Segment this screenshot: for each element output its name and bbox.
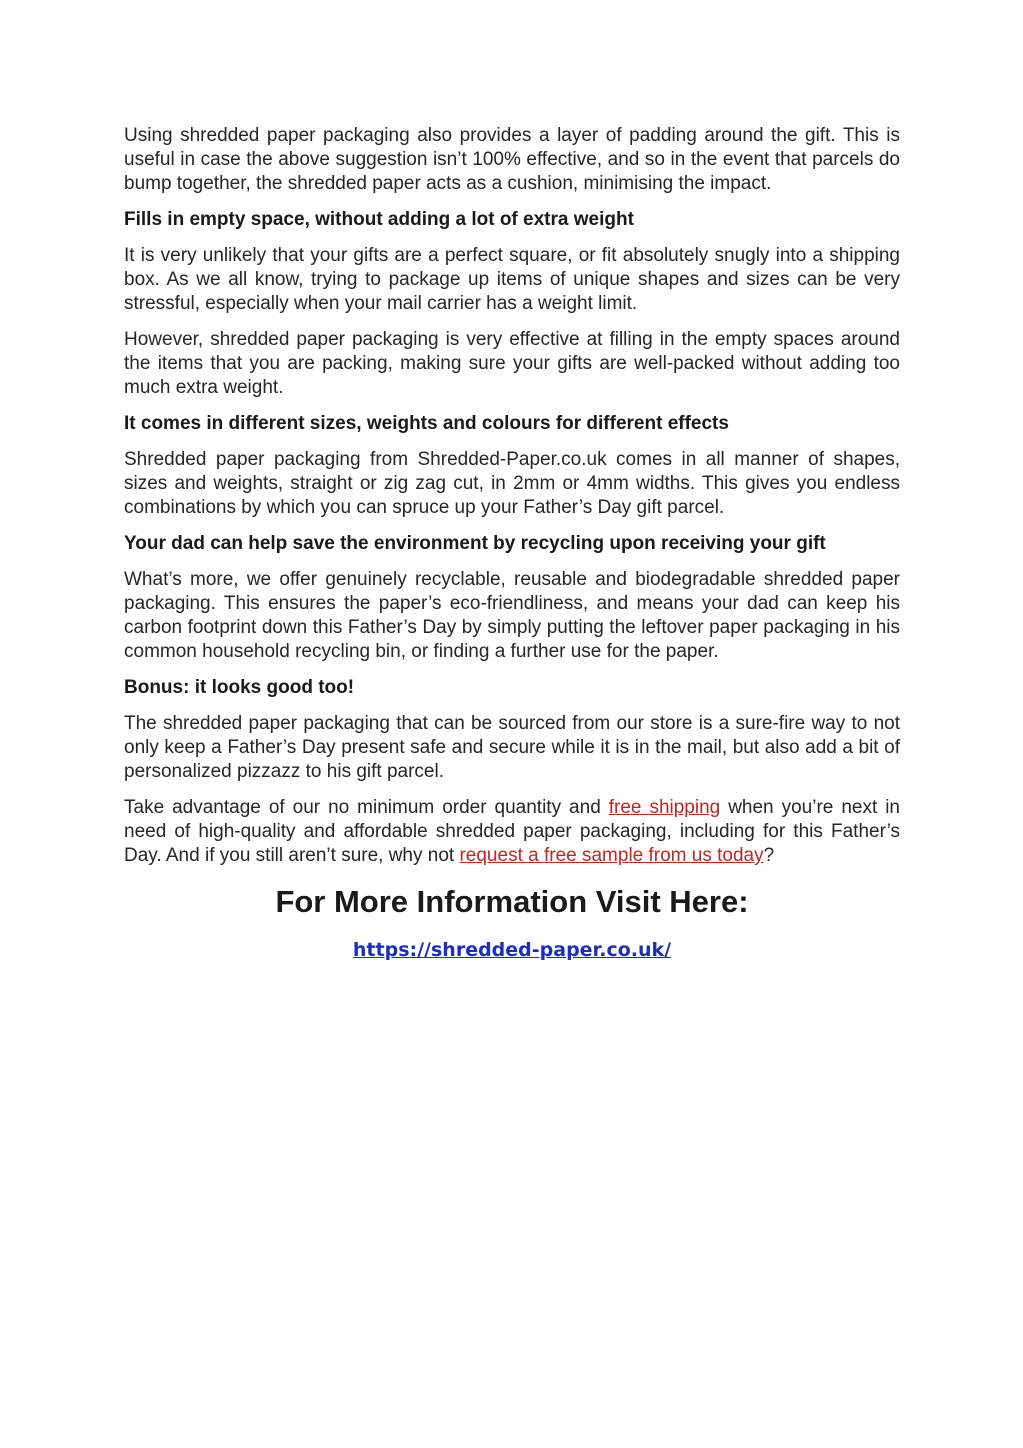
closing-text-1: Take advantage of our no minimum order quantity and (124, 797, 609, 818)
website-url-link[interactable]: https://shredded-paper.co.uk/ (352, 939, 672, 961)
paragraph-shapes-sizes: Shredded paper packaging from Shredded-Paper.co.uk comes in all manner of shapes, sizes and weights, straight or zig zag cut, in 2mm or 4mm widths. This gives you endless combinations by which you can spruce up your Father’s Day gift parcel. (124, 449, 900, 518)
closing-paragraph (124, 796, 900, 868)
paragraph-looks-good: The shredded paper packaging that can be sourced from our store is a sure-fire way to not only keep a Father’s Day present safe and secure while it is in the mail, but also add a bit of personalized pizzazz to his gift parcel. (124, 713, 900, 782)
paragraph-unique-shapes: It is very unlikely that your gifts are a perfect square, or fit absolutely snugly into a shipping box. As we all know, trying to package up items of unique shapes and sizes can be very stressful, especially when your mail carrier has a weight limit. (124, 245, 900, 314)
closing-text-2: when you’re next in need of high-quality and affordable shredded paper packaging, including for this Father’s Day. And if you still aren’t sure, why not (124, 797, 900, 866)
free-shipping-link[interactable]: free shipping (608, 797, 721, 818)
more-info-heading: For More Information Visit Here: (275, 884, 749, 919)
heading-environment: Your dad can help save the environment by recycling upon receiving your gift (124, 533, 826, 554)
heading-bonus: Bonus: it looks good too! (124, 677, 355, 698)
paragraph-recyclable: What’s more, we offer genuinely recyclable, reusable and biodegradable shredded paper packaging. This ensures the paper’s eco-friendliness, and means your dad can keep his carbon footprint down this Father’s Day by simply putting the leftover paper packaging in his common household recycling bin, or finding a further use for the paper. (124, 569, 900, 662)
paragraph-filling-spaces: However, shredded paper packaging is very effective at filling in the empty spaces around the items that you are packing, making sure your gifts are well-packed without adding too much extra weight. (124, 329, 900, 398)
intro-paragraph: Using shredded paper packaging also provides a layer of padding around the gift. This is useful in case the above suggestion isn’t 100% effective, and so in the event that parcels do bump together, the shredded paper acts as a cushion, minimising the impact. (124, 125, 900, 194)
heading-sizes-colours: It comes in different sizes, weights and colours for different effects (124, 413, 729, 434)
free-sample-link[interactable]: request a free sample from us today (459, 845, 764, 866)
document-page (124, 124, 900, 963)
heading-empty-space: Fills in empty space, without adding a lot of extra weight (124, 209, 634, 230)
closing-text-3: ? (763, 845, 775, 866)
website-link-container (124, 938, 900, 963)
